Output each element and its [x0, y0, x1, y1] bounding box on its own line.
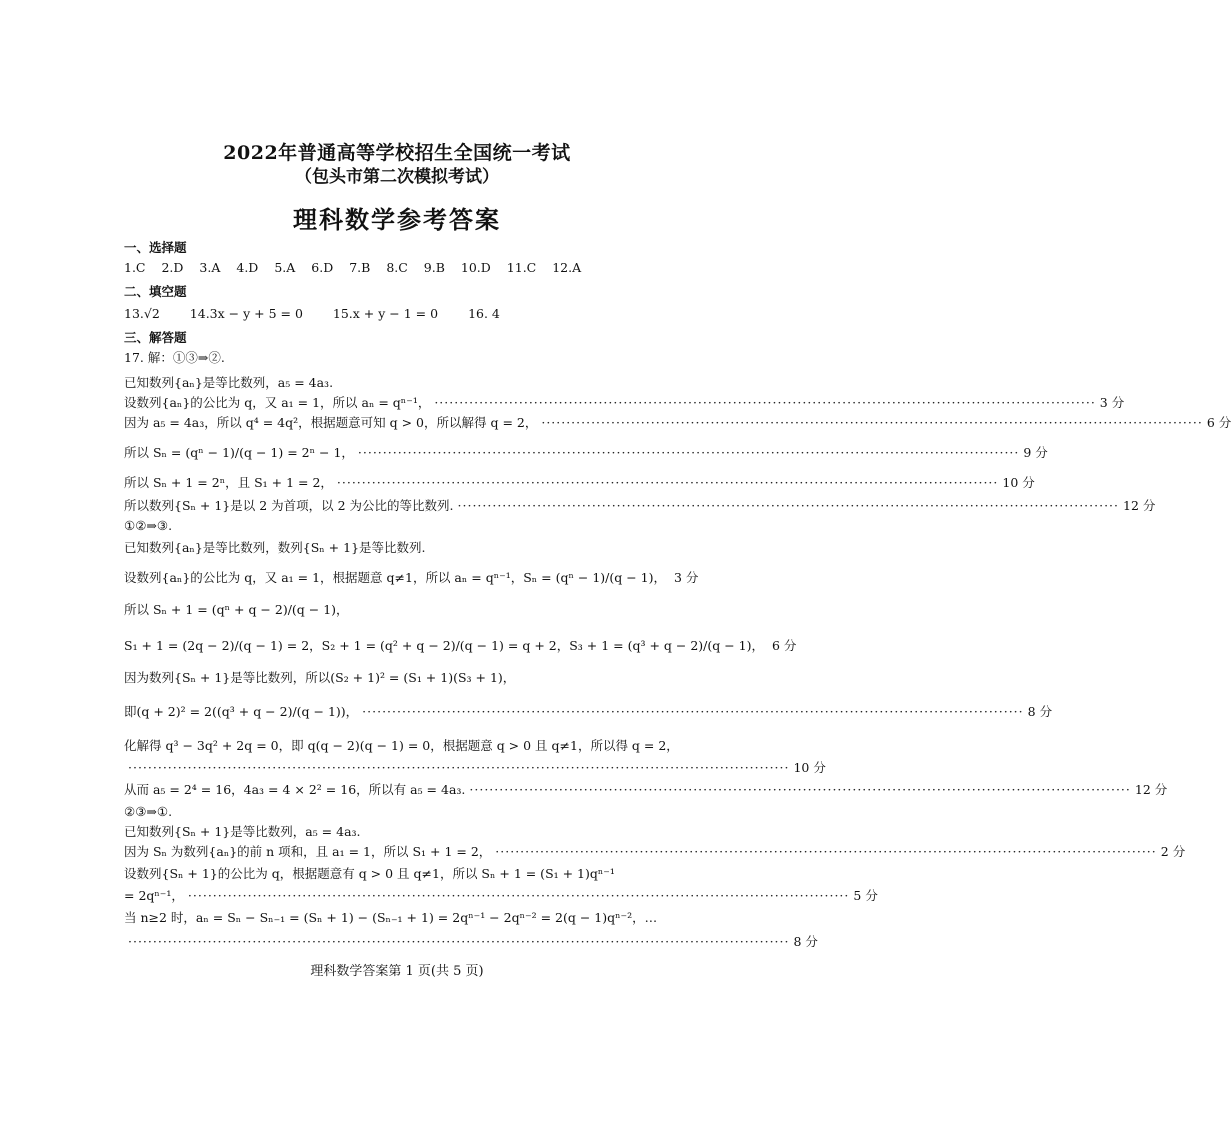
choice-answer: 5.A: [274, 260, 296, 275]
dot-leader: ·····································································································································: [362, 704, 1024, 719]
choice-answer: 3.A: [199, 260, 221, 275]
solution-line: [124, 738, 679, 754]
score-label: 3 分: [674, 570, 699, 585]
solution-line: [124, 934, 818, 950]
score-label: 6 分: [1206, 415, 1231, 430]
solution-text: 即(q + 2)² = 2((q³ + q − 2)/(q − 1))，: [124, 704, 359, 719]
solution-line: [124, 704, 1053, 720]
solution-line: [124, 375, 669, 391]
solution-text: 已知数列{Sₙ + 1}是等比数列，a₅ = 4a₃.: [124, 824, 361, 839]
solution-line: [124, 824, 669, 840]
page-title: 理科数学参考答案: [293, 205, 501, 234]
solution-text: 因为 a₅ = 4a₃，所以 q⁴ = 4q²，根据题意可知 q > 0，所以解得 q = 2，: [124, 415, 538, 430]
solution-text: 因为数列{Sₙ + 1}是等比数列，所以(S₂ + 1)² = (S₁ + 1)(S₃ + 1)，: [124, 670, 516, 685]
solution-text: 设数列{aₙ}的公比为 q，又 a₁ = 1，所以 aₙ = qⁿ⁻¹，: [124, 395, 431, 410]
solution-line: [124, 395, 1125, 411]
choice-answer: 7.B: [349, 260, 371, 275]
choice-answer: 4.D: [236, 260, 259, 275]
solution-text: 已知数列{aₙ}是等比数列，数列{Sₙ + 1}是等比数列.: [124, 540, 426, 555]
dot-leader: ·····································································································································: [457, 498, 1119, 513]
solution-line: [124, 350, 669, 366]
dot-leader: ·····································································································································: [128, 760, 790, 775]
dot-leader: ·····································································································································: [495, 844, 1157, 859]
dot-leader: ·····································································································································: [336, 475, 999, 490]
solution-text: 17. 解：①③⇒②.: [124, 350, 225, 365]
dot-leader: ·····································································································································: [541, 415, 1203, 430]
score-label: 5 分: [853, 888, 878, 903]
page-footer: 理科数学答案第 1 页(共 5 页): [310, 964, 484, 979]
solution-text: 从而 a₅ = 2⁴ = 16，4a₃ = 4 × 2² = 16，所以有 a₅ = 4a₃.: [124, 782, 466, 797]
solution-text: ①②⇒③.: [124, 518, 173, 533]
fill-answer: 15.x + y − 1 = 0: [332, 306, 439, 321]
solution-line: [124, 638, 797, 654]
choice-heading: 一、选择题: [124, 240, 187, 255]
score-label: 8 分: [793, 934, 818, 949]
choice-answer: 2.D: [161, 260, 184, 275]
score-label: 12 分: [1123, 498, 1156, 513]
fill-answers: [124, 306, 669, 322]
solution-text: 设数列{Sₙ + 1}的公比为 q，根据题意有 q > 0 且 q≠1，所以 Sₙ + 1 = (S₁ + 1)qⁿ⁻¹: [124, 866, 615, 881]
solution-line: [124, 498, 1156, 514]
solution-line: [124, 844, 1186, 860]
solution-line: [124, 804, 669, 820]
choice-answers: [124, 260, 669, 276]
solve-heading: 三、解答题: [124, 330, 187, 345]
solution-text: = 2qⁿ⁻¹，: [124, 888, 184, 903]
fill-heading: 二、填空题: [124, 284, 187, 299]
solution-line: [124, 888, 878, 904]
dot-leader: ·····································································································································: [187, 888, 850, 903]
solution-text: 所以 Sₙ + 1 = (qⁿ + q − 2)/(q − 1)，: [124, 602, 349, 617]
solution-line: [124, 445, 1048, 461]
score-label: 6 分: [772, 638, 797, 653]
solution-text: 所以 Sₙ + 1 = 2ⁿ，且 S₁ + 1 = 2，: [124, 475, 333, 490]
score-label: 10 分: [1002, 475, 1035, 490]
choice-answer: 6.D: [311, 260, 334, 275]
solution-line: [124, 602, 669, 618]
exam-subtitle: （包头市第二次模拟考试）: [295, 167, 499, 187]
exam-title: 2022年普通高等学校招生全国统一考试: [223, 142, 571, 164]
solution-text: 因为 Sₙ 为数列{aₙ}的前 n 项和，且 a₁ = 1，所以 S₁ + 1 = 2，: [124, 844, 492, 859]
solution-text: 化解得 q³ − 3q² + 2q = 0，即 q(q − 2)(q − 1) = 0，根据题意 q > 0 且 q≠1，所以得 q = 2，: [124, 738, 679, 753]
solution-text: 设数列{aₙ}的公比为 q，又 a₁ = 1，根据题意 q≠1，所以 aₙ = qⁿ⁻¹，Sₙ = (qⁿ − 1)/(q − 1)，: [124, 570, 666, 585]
solution-line: [124, 910, 669, 926]
choice-answer: 11.C: [506, 260, 537, 275]
fill-answer: 16. 4: [468, 306, 500, 321]
choice-answer: 1.C: [124, 260, 146, 275]
choice-answer: 9.B: [423, 260, 445, 275]
dot-leader: ·····································································································································: [469, 782, 1131, 797]
solution-text: 当 n≥2 时，aₙ = Sₙ − Sₙ₋₁ = (Sₙ + 1) − (Sₙ₋₁ + 1) = 2qⁿ⁻¹ − 2qⁿ⁻² = 2(q − 1)qⁿ⁻²，…: [124, 910, 658, 925]
choice-answer: 10.D: [460, 260, 491, 275]
dot-leader: ·····································································································································: [357, 445, 1020, 460]
solution-line: [124, 670, 669, 686]
solution-line: [124, 760, 826, 776]
fill-answer: 14.3x − y + 5 = 0: [189, 306, 303, 321]
choice-answer: 8.C: [386, 260, 408, 275]
dot-leader: ·····································································································································: [434, 395, 1096, 410]
score-label: 12 分: [1134, 782, 1168, 797]
solution-text: 已知数列{aₙ}是等比数列，a₅ = 4a₃.: [124, 375, 334, 390]
score-label: 10 分: [793, 760, 826, 775]
solution-text: ②③⇒①.: [124, 804, 173, 819]
solution-text: 所以 Sₙ = (qⁿ − 1)/(q − 1) = 2ⁿ − 1，: [124, 445, 354, 460]
score-label: 9 分: [1023, 445, 1048, 460]
solution-line: [124, 782, 1168, 798]
solution-text: 所以数列{Sₙ + 1}是以 2 为首项，以 2 为公比的等比数列.: [124, 498, 454, 513]
solution-line: [124, 518, 669, 534]
fill-answer: 13.√2: [124, 306, 160, 321]
score-label: 2 分: [1160, 844, 1186, 859]
score-label: 8 分: [1027, 704, 1053, 719]
solution-line: [124, 415, 1231, 431]
score-label: 3 分: [1099, 395, 1125, 410]
solution-line: [124, 475, 1035, 491]
choice-answer: 12.A: [552, 260, 582, 275]
solution-line: [124, 866, 669, 882]
solution-text: S₁ + 1 = (2q − 2)/(q − 1) = 2，S₂ + 1 = (q² + q − 2)/(q − 1) = q + 2，S₃ + 1 = (q³ + q − 2)/(q − 1)，: [124, 638, 764, 653]
dot-leader: ·····································································································································: [128, 934, 790, 949]
solution-line: [124, 570, 699, 586]
solution-line: [124, 540, 669, 556]
